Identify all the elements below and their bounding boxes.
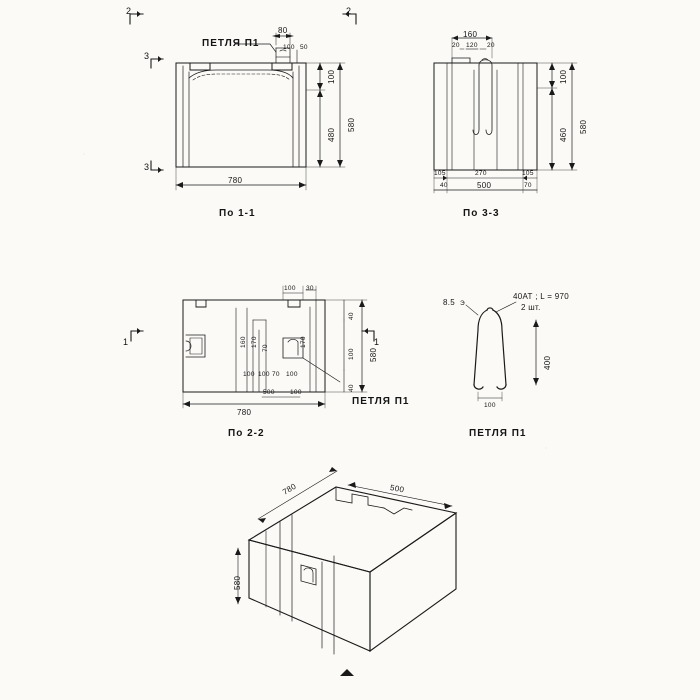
dim-100-top-view-1-1: 100 xyxy=(283,44,295,51)
dim-105-right-view-3-3: 105 xyxy=(522,170,534,177)
dim-160-view-2-2: 160 xyxy=(240,336,247,348)
dim-500-view-2-2: 500 xyxy=(263,389,275,396)
dim-100-b-view-2-2: 100 xyxy=(258,371,270,378)
dim-100-a-view-2-2: 100 xyxy=(243,371,255,378)
dim-500-view-3-3: 500 xyxy=(477,181,492,190)
dim-480-view-1-1: 480 xyxy=(327,127,336,142)
caption-view-1-1: По 1-1 xyxy=(219,208,256,219)
section-mark-3-left-bottom: 3 xyxy=(144,162,150,172)
dim-120-view-3-3: 120 xyxy=(466,42,478,49)
dim-160-view-3-3: 160 xyxy=(463,30,478,39)
loop-qty: 2 шт. xyxy=(521,303,541,312)
caption-loop: ПЕТЛЯ П1 xyxy=(469,428,527,439)
dim-20-right-view-3-3: 20 xyxy=(487,42,495,49)
dim-40-a-view-2-2: 40 xyxy=(348,312,355,320)
dim-100-loop: 100 xyxy=(484,402,496,409)
dim-40-view-3-3: 40 xyxy=(440,182,448,189)
loop-callout-view-1-1: ПЕТЛЯ П1 xyxy=(202,38,260,49)
caption-view-2-2: По 2-2 xyxy=(228,428,265,439)
caption-view-3-3: По 3-3 xyxy=(463,208,500,219)
dim-100-top-view-2-2: 100 xyxy=(284,285,296,292)
section-mark-3-left: 3 xyxy=(144,51,150,61)
dim-580-view-1-1: 580 xyxy=(347,117,356,132)
dim-50-view-1-1: 50 xyxy=(300,44,308,51)
dim-170-left-view-2-2: 170 xyxy=(251,336,258,348)
dim-100-e-view-2-2: 100 xyxy=(290,389,302,396)
dim-70-left-view-2-2: 70 xyxy=(262,344,269,352)
dim-70-b-view-2-2: 70 xyxy=(272,371,280,378)
dim-580-view-2-2: 580 xyxy=(369,347,378,362)
section-mark-2-top-left: 2 xyxy=(126,6,132,16)
dim-20-left-view-3-3: 20 xyxy=(452,42,460,49)
section-mark-1-right: 1 xyxy=(374,337,380,347)
dim-400-loop: 400 xyxy=(543,355,552,370)
dim-8-5-loop: 8.5 xyxy=(443,298,456,307)
section-mark-1-left: 1 xyxy=(123,337,129,347)
dim-40-b-view-2-2: 40 xyxy=(348,384,355,392)
dim-100-right-view-1-1: 100 xyxy=(327,69,336,84)
dim-780-iso: 780 xyxy=(281,481,298,497)
dim-580-view-3-3: 580 xyxy=(579,119,588,134)
dim-780-view-2-2: 780 xyxy=(237,408,252,417)
dim-30-view-2-2: 30 xyxy=(306,285,314,292)
dim-100-right-view-3-3: 100 xyxy=(559,69,568,84)
dim-70-view-3-3: 70 xyxy=(524,182,532,189)
dim-460-view-3-3: 460 xyxy=(559,127,568,142)
loop-spec: 40АТ ; L = 970 xyxy=(513,292,569,301)
dim-80-view-1-1: 80 xyxy=(278,26,288,35)
dim-500-iso: 500 xyxy=(389,483,405,495)
dim-100-c-view-2-2: 100 xyxy=(286,371,298,378)
dim-105-left-view-3-3: 105 xyxy=(434,170,446,177)
dim-580-iso: 580 xyxy=(233,575,242,590)
dim-270-view-3-3: 270 xyxy=(475,170,487,177)
dim-100-d-view-2-2: 100 xyxy=(348,348,355,360)
section-mark-2-top-right: 2 xyxy=(346,6,352,16)
loop-callout-view-2-2: ПЕТЛЯ П1 xyxy=(352,396,410,407)
dim-E-loop: Э xyxy=(460,300,465,307)
dim-170-right-view-2-2: 170 xyxy=(300,336,307,348)
dim-780-view-1-1: 780 xyxy=(228,176,243,185)
